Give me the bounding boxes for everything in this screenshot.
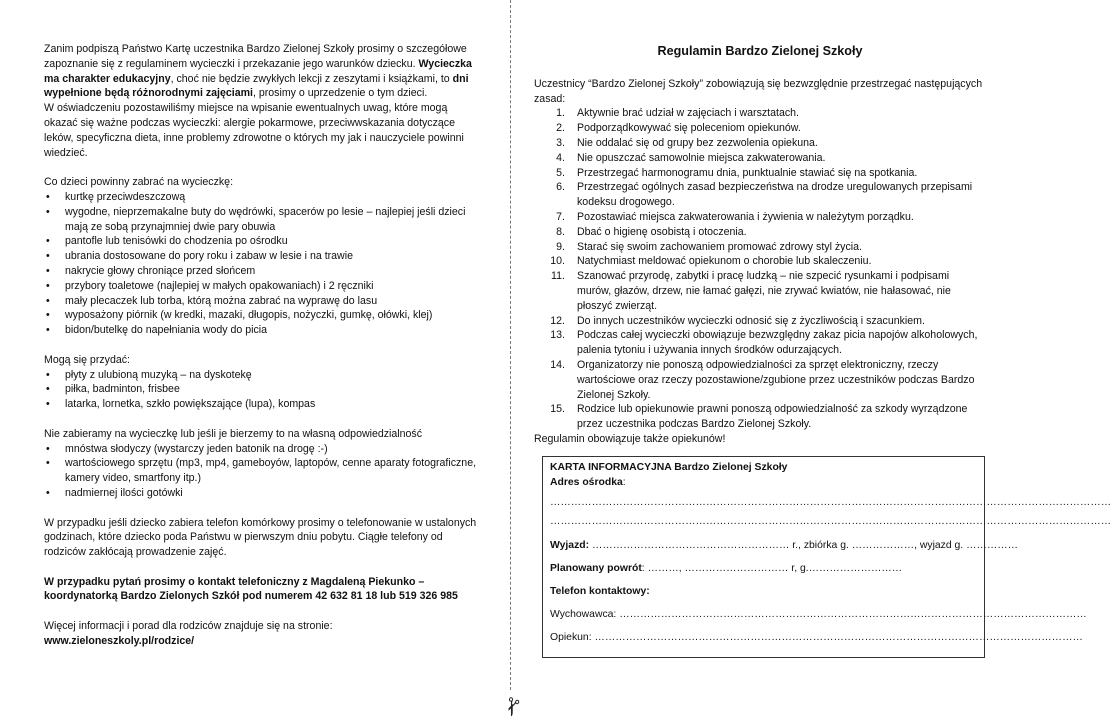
useful-heading: Mogą się przydać:	[44, 353, 130, 366]
list-item: • wartościowego sprzętu (mp3, mp4, gameboyów, laptopów, cenne aparaty fotograficzne, kamery video, smartfony itp.)	[44, 456, 480, 486]
rule-item: 10. Natychmiast meldować opiekunom o chorobie lub skaleczeniu.	[550, 255, 872, 268]
statement-paragraph: W oświadczeniu pozostawiliśmy miejsce na wpisanie ewentualnych uwag, które mogą okazać się ważne podczas wycieczki: alergie pokarmowe, przeciwwskazania dotyczące leków, specyficzna dieta, inne problemy zdrowotne o których my jak i nauczyciele powinni wiedzieć.	[44, 102, 464, 159]
list-item: • nadmiernej ilości gotówki	[44, 486, 480, 501]
rule-item: 15. Rodzice lub opiekunowie prawni ponoszą odpowiedzialność za szkody wyrządzone przez uczestnika podczas Bardzo Zielonej Szkoły.	[550, 403, 968, 431]
rule-item: 8. Dbać o higienę osobistą i otoczenia.	[556, 225, 747, 238]
scissors-icon: ✁	[498, 696, 525, 718]
list-item: • nakrycie głowy chroniące przed słońcem	[44, 264, 480, 279]
rule-item: 14. Organizatorzy nie ponoszą odpowiedzialności za sprzęt elektroniczny, rzeczy wartościowe oraz rzeczy pozostawione/zgubione przez uczestników podczas Bardzo Zielonej Szkoły.	[550, 358, 975, 401]
list-item: • pantofle lub tenisówki do chodzenia po ośrodku	[44, 234, 480, 249]
list-item: • wygodne, nieprzemakalne buty do wędrówki, spacerów po lesie – najlepiej jeśli dzieci mają ze sobą przynajmniej dwie pary obuwia	[44, 205, 480, 235]
rules-outro: Regulamin obowiązuje także opiekunów!	[534, 432, 726, 445]
more-info: Więcej informacji i porad dla rodziców znajduje się na stronie:	[44, 620, 333, 633]
address-line-2[interactable]: ………………………………………………………………………………………………………………………………………………	[550, 516, 1111, 528]
list-item: • przybory toaletowe (najlepiej w małych opakowaniach) i 2 ręczniki	[44, 279, 480, 294]
rule-item: 5. Przestrzegać harmonogramu dnia, punktualnie stawiać się na spotkania.	[556, 166, 918, 179]
rule-item: 12. Do innych uczestników wycieczki odnosić się z życzliwością i szacunkiem.	[550, 314, 925, 327]
phones-label: Telefon kontaktowy:	[550, 586, 650, 598]
address-row: Adres ośrodka:	[550, 476, 626, 488]
intro-paragraph: Zanim podpiszą Państwo Kartę uczestnika Bardzo Zielonej Szkoły prosimy o szczegółowe zapoznanie się z regulaminem wycieczki i przekazanie jego warunków dziecku. Wycieczka ma charakter edukacyjny, choć nie będzie zwykłych lekcji z zeszytami i książkami, to dni wypełnione będą różnorodnymi zajęciami, prosimy o uprzedzenie o tym dzieci.	[44, 43, 472, 100]
contact-note: W przypadku pytań prosimy o kontakt telefoniczny z Magdaleną Piekunko – koordynatorką Bardzo Zielonych Szkół pod numerem 42 632 81 18 lub 519 326 985	[44, 575, 458, 603]
rule-item: 4. Nie opuszczać samowolnie miejsca zakwaterowania.	[556, 151, 826, 164]
rule-item: 1. Aktywnie brać udział w zajęciach i warsztatach.	[556, 107, 799, 120]
right-column	[534, 42, 986, 447]
dont-list	[44, 442, 480, 501]
dont-heading: Nie zabieramy na wycieczkę lub jeśli je bierzemy to na własną odpowiedzialność	[44, 427, 423, 440]
rule-item: 3. Nie oddalać się od grupy bez zezwolenia opiekuna.	[556, 136, 818, 149]
card-title: KARTA INFORMACYJNA Bardzo Zielonej Szkoły	[550, 462, 788, 473]
list-item: • piłka, badminton, frisbee	[44, 382, 480, 397]
return-row[interactable]: Planowany powrót: ………, ………………………… r, g.………………………	[550, 562, 903, 574]
phone-note: W przypadku jeśli dziecko zabiera telefon komórkowy prosimy o telefonowanie w ustalonych godzinach, które dziecko poda Państwu w pierwszym dniu pobytu. Ciągłe telefony od rodziców zakłócają prowadzenie zajęć.	[44, 516, 477, 559]
useful-list	[44, 368, 480, 412]
address-line-1[interactable]: ………………………………………………………………………………………………………………………………………………	[550, 497, 1111, 509]
list-item: • mnóstwa słodyczy (wystarczy jeden batonik na drogę :-)	[44, 442, 480, 457]
departure-row[interactable]: Wyjazd: ………………………………………………… r., zbiórka g. ………………, wyjazd g. ……………	[550, 540, 1019, 552]
guardian-row[interactable]: Opiekun: ……………………………………………………………………………………………………………………………	[550, 631, 1083, 643]
rule-item: 11. Szanować przyrodę, zabytki i pracę ludzką – nie szpecić rysunkami i podpisami murów, głazów, drzew, nie łamać gałęzi, nie zrywać kwiatów, nie hałasować, nie płoszyć zwierząt.	[551, 270, 951, 312]
list-item: • latarka, lornetka, szkło powiększające (lupa), kompas	[44, 397, 480, 412]
rule-item: 2. Podporządkowywać się poleceniom opiekunów.	[556, 122, 801, 135]
pack-list	[44, 190, 480, 338]
list-item: • bidon/butelkę do napełniania wody do picia	[44, 323, 480, 338]
rules-intro: Uczestnicy “Bardzo Zielonej Szkoły” zobowiązują się bezwzględnie przestrzegać następujących zasad:	[534, 77, 983, 105]
rule-item: 9. Starać się swoim zachowaniem promować zdrowy styl życia.	[556, 240, 862, 253]
website-link[interactable]: www.zieloneszkoly.pl/rodzice/	[44, 634, 195, 647]
left-column	[44, 42, 480, 649]
teacher-row[interactable]: Wychowawca: ………………………………………………………………………………………………………………………	[550, 608, 1087, 620]
list-item: • kurtkę przeciwdeszczową	[44, 190, 480, 205]
info-card	[542, 456, 1111, 658]
list-item: • ubrania dostosowane do pory roku i zabaw w lesie i na trawie	[44, 249, 480, 264]
cut-line	[510, 0, 511, 690]
rule-item: 7. Pozostawiać miejsca zakwaterowania i żywienia w należytym porządku.	[556, 210, 914, 223]
list-item: • płyty z ulubioną muzyką – na dyskotekę	[44, 368, 480, 383]
rules-list	[534, 106, 986, 432]
rule-item: 13. Podczas całej wycieczki obowiązuje bezwzględny zakaz picia napojów alkoholowych, palenia tytoniu i używania innych środków odurzających.	[550, 329, 978, 357]
list-item: • wyposażony piórnik (w kredki, mazaki, długopis, nożyczki, gumkę, ołówki, klej)	[44, 308, 480, 323]
rules-title: Regulamin Bardzo Zielonej Szkoły	[657, 44, 863, 58]
pack-heading: Co dzieci powinny zabrać na wycieczkę:	[44, 176, 234, 189]
rule-item: 6. Przestrzegać ogólnych zasad bezpieczeństwa na drodze uregulowanych przepisami kodeksu drogowego.	[556, 181, 973, 209]
list-item: • mały plecaczek lub torba, którą można zabrać na wyprawę do lasu	[44, 294, 480, 309]
